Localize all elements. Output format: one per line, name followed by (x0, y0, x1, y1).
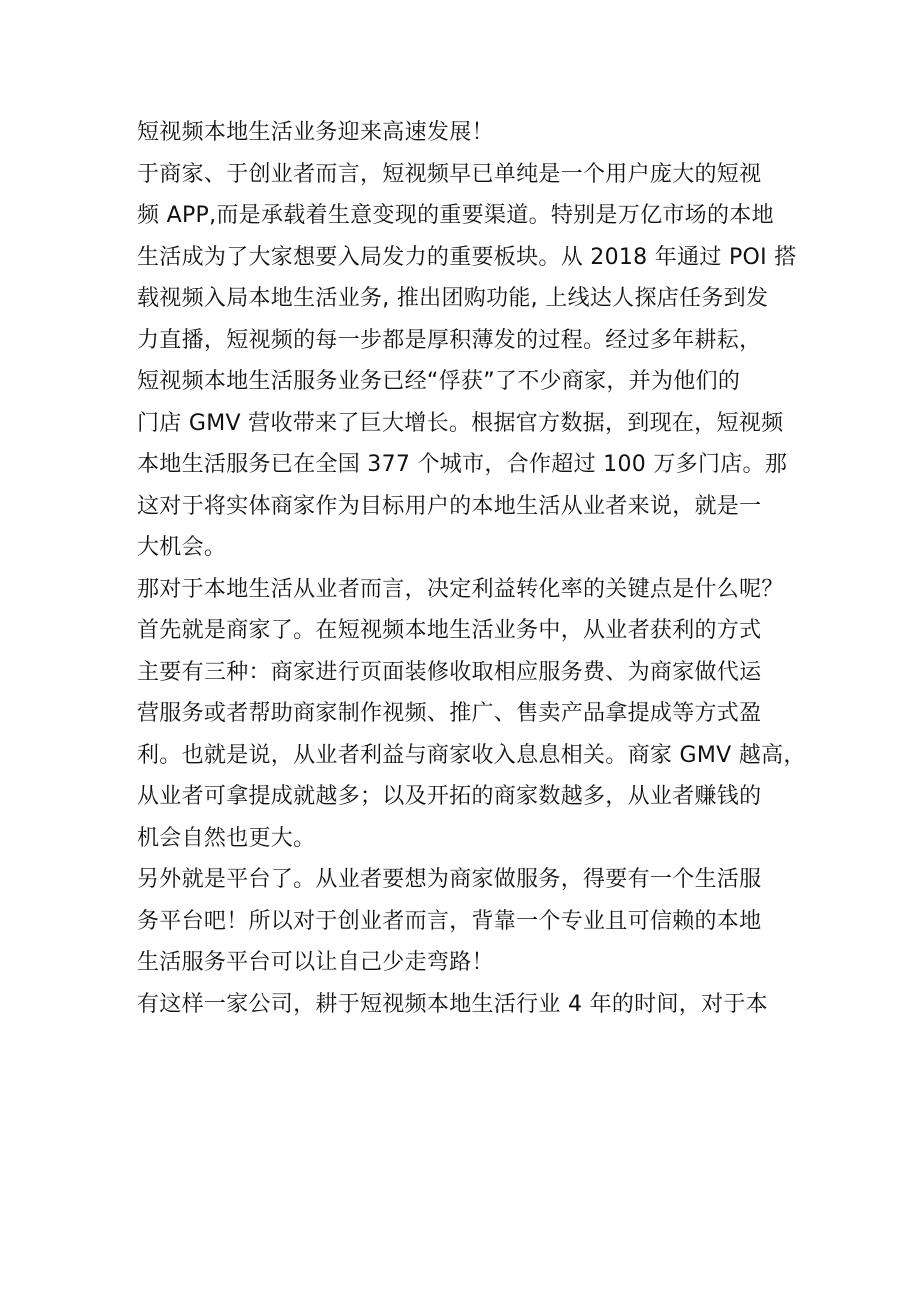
body-text-line: 从业者可拿提成就越多；以及开拓的商家数越多，从业者赚钱的 (137, 784, 762, 809)
body-text-line: 务平台吧！所以对于创业者而言，背靠一个专业且可信赖的本地 (137, 908, 762, 934)
body-text-line: 主要有三种：商家进行页面装修收取相应服务费、为商家做代运 (137, 659, 762, 685)
body-text-line: 生活服务平台可以让自己少走弯路！ (137, 950, 494, 975)
body-text-line: 另外就是平台了。从业者要想为商家做服务，得要有一个生活服 (137, 867, 762, 892)
body-text-line: 这对于将实体商家作为目标用户的本地生活从业者来说，就是一 (137, 493, 762, 519)
body-text-line: 机会自然也更大。 (137, 825, 316, 851)
body-text-line: 于商家、于创业者而言，短视频早已单纯是一个用户庞大的短视 (137, 161, 762, 187)
body-text-line: 营服务或者帮助商家制作视频、推广、售卖产品拿提成等方式盈 (137, 701, 762, 726)
body-text-line: 载视频入局本地生活业务, 推出团购功能, 上线达人探店任务到发 (137, 286, 769, 311)
body-text-line: 力直播，短视频的每一步都是厚积薄发的过程。经过多年耕耘， (137, 327, 762, 353)
body-text-line: 有这样一家公司，耕于短视频本地生活行业 4 年的时间，对于本 (137, 991, 768, 1017)
body-text-line: 大机会。 (137, 535, 227, 560)
body-text-line: 首先就是商家了。在短视频本地生活业务中，从业者获利的方式 (137, 618, 762, 643)
document-body (137, 112, 809, 1025)
body-text-line: 利。也就是说，从业者利益与商家收入息息相关。商家 GMV 越高， (137, 742, 806, 768)
body-text-line: 短视频本地生活业务迎来高速发展！ (137, 120, 494, 145)
body-text-line: 生活成为了大家想要入局发力的重要板块。从 2018 年通过 POI 搭 (137, 244, 797, 270)
body-text-line: 频 APP,而是承载着生意变现的重要渠道。特别是万亿市场的本地 (137, 203, 774, 228)
body-text-line: 门店 GMV 营收带来了巨大增长。根据官方数据，到现在，短视频 (137, 410, 784, 436)
body-text-line: 那对于本地生活从业者而言，决定利益转化率的关键点是什么呢？ (137, 576, 784, 602)
body-text-line: 短视频本地生活服务业务已经“俘获”了不少商家，并为他们的 (137, 369, 741, 394)
body-text-line: 本地生活服务已在全国 377 个城市，合作超过 100 万多门店。那 (137, 452, 788, 477)
